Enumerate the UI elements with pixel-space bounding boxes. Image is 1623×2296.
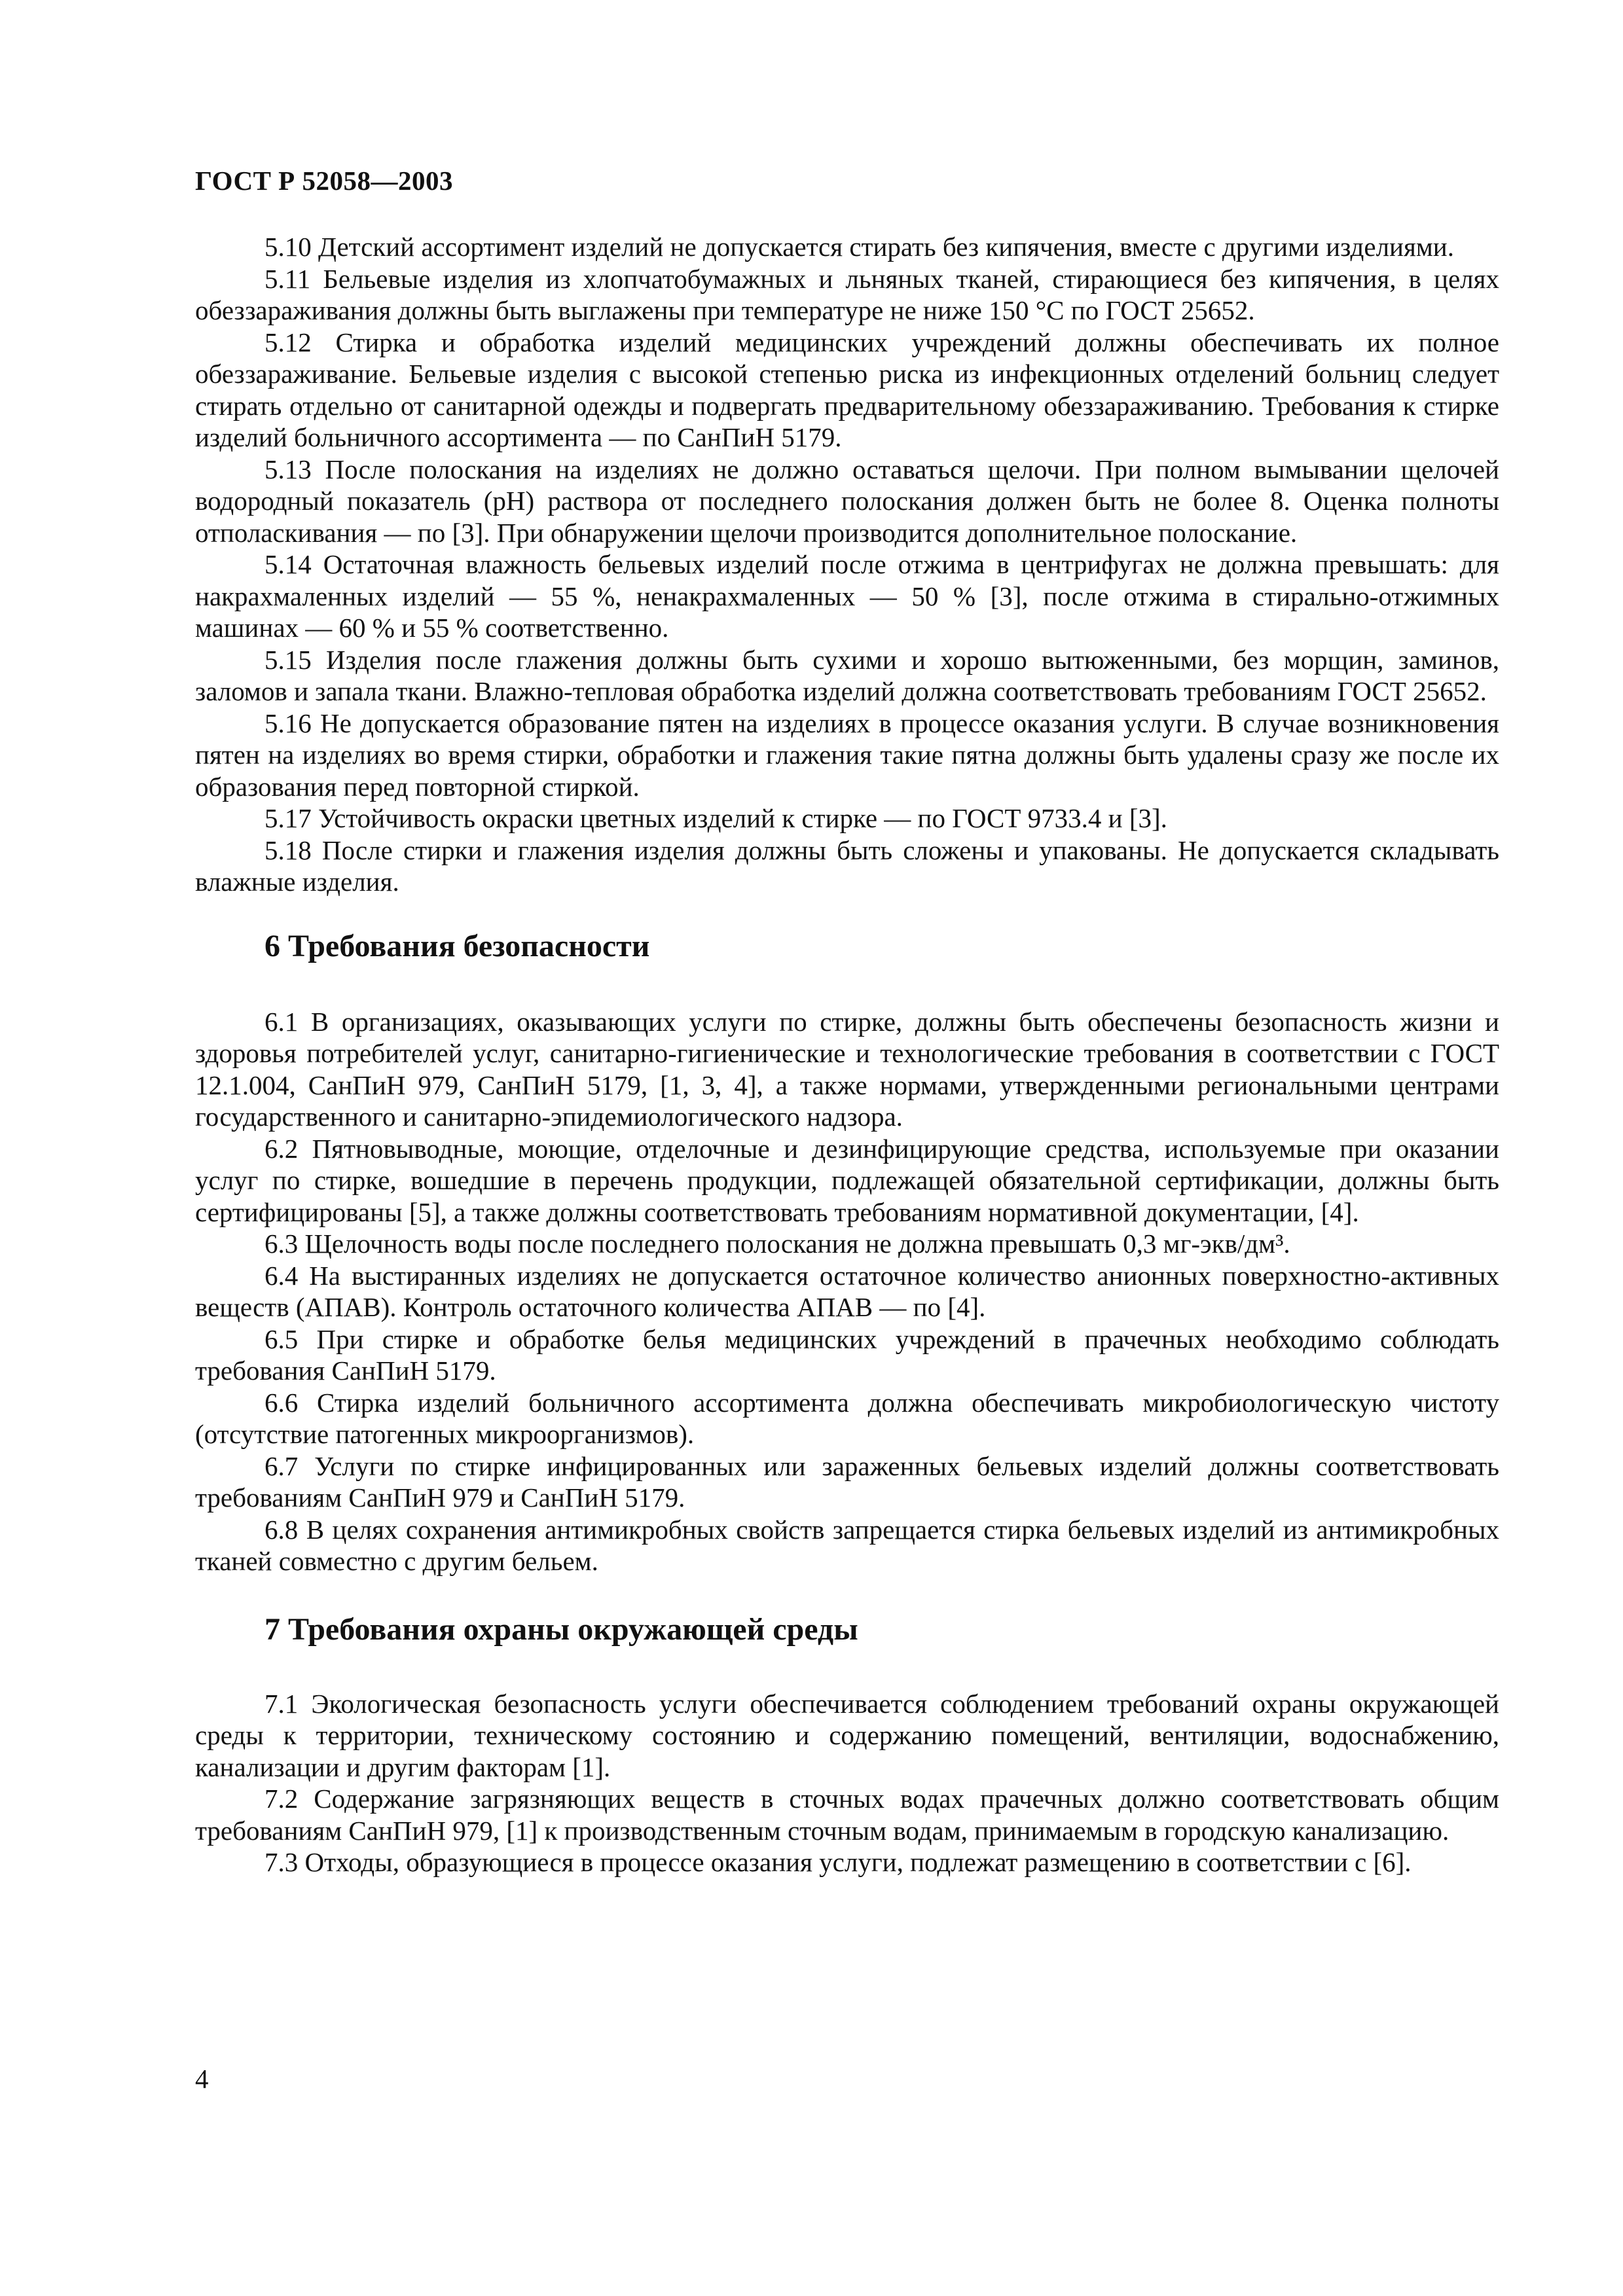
paragraph-5-16: 5.16 Не допускается образование пятен на изделиях в процессе оказания услуги. В случае возникновения пятен на изделиях во время стирки, обработки и глажения такие пятна должны быть удалены сразу же после их образования перед повторной стиркой. (195, 708, 1499, 802)
section-7-heading: 7 Требования охраны окружающей среды (264, 1611, 858, 1647)
paragraph-7-1: 7.1 Экологическая безопасность услуги обеспечивается соблюдением требований охраны окружающей среды к территории, техническому состоянию и содержанию помещений, вентиляции, водоснабжению, канализации и другим факторам [1]. (195, 1688, 1499, 1782)
paragraph-6-8: 6.8 В целях сохранения антимикробных свойств запрещается стирка бельевых изделий из антимикробных тканей совместно с другим бельем. (195, 1514, 1499, 1576)
paragraph-7-3: 7.3 Отходы, образующиеся в процессе оказания услуги, подлежат размещению в соответствии с [6]. (264, 1847, 1412, 1877)
section-6-safety (195, 1006, 1499, 1577)
paragraph-5-11: 5.11 Бельевые изделия из хлопчатобумажных и льняных тканей, стирающиеся без кипячения, в целях обеззараживания должны быть выглажены при температуре не ниже 150 °С по ГОСТ 25652. (195, 263, 1499, 325)
paragraph-7-2: 7.2 Содержание загрязняющих веществ в сточных водах прачечных должно соответствовать общим требованиям СанПиН 979, [1] к производственным сточным водам, принимаемым в городскую канализацию. (195, 1784, 1499, 1846)
section-7-environment (195, 1688, 1499, 1878)
page-content (195, 231, 1499, 1878)
section-6-heading: 6 Требования безопасности (264, 928, 650, 963)
paragraph-6-6: 6.6 Стирка изделий больничного ассортимента должна обеспечивать микробиологическую чистоту (отсутствие патогенных микроорганизмов). (195, 1387, 1499, 1449)
paragraph-5-14: 5.14 Остаточная влажность бельевых изделий после отжима в центрифугах не должна превышать: для накрахмаленных изделий — 55 %, ненакрахмаленных — 50 % [3], после отжима в стирально-отжимных машинах — 60 % и 55 % соответственно. (195, 549, 1499, 643)
paragraph-5-15: 5.15 Изделия после глажения должны быть сухими и хорошо вытюженными, без морщин, заминов, заломов и запала ткани. Влажно-тепловая обработка изделий должна соответствовать требованиям ГОСТ 25652. (195, 644, 1499, 706)
paragraph-6-4: 6.4 На выстиранных изделиях не допускается остаточное количество анионных поверхностно-активных веществ (АПАВ). Контроль остаточного количества АПАВ — по [4]. (195, 1260, 1499, 1322)
paragraph-5-12: 5.12 Стирка и обработка изделий медицинских учреждений должны обеспечивать их полное обеззараживание. Бельевые изделия с высокой степенью риска из инфекционных отделений больниц следует стирать отдельно от санитарной одежды и подвергать предварительному обеззараживанию. Требования к стирке изделий больничного ассортимента — по СанПиН 5179. (195, 327, 1499, 452)
paragraph-6-2: 6.2 Пятновыводные, моющие, отделочные и дезинфицирующие средства, используемые при оказании услуг по стирке, вошедшие в перечень продукции, подлежащей обязательной сертификации, должны быть сертифицированы [5], а также должны соответствовать требованиям нормативной документации, [4]. (195, 1133, 1499, 1227)
page-number: 4 (195, 2064, 209, 2094)
paragraph-6-1: 6.1 В организациях, оказывающих услуги по стирке, должны быть обеспечены безопасность жизни и здоровья потребителей услуг, санитарно-гигиенические и технологические требования в соответствии с ГОСТ 12.1.004, СанПиН 979, СанПиН 5179, [1, 3, 4], а также нормами, утвержденными региональными центрами государственного и санитарно-эпидемиологического надзора. (195, 1006, 1499, 1132)
section-5-requirements (195, 231, 1499, 898)
paragraph-5-10: 5.10 Детский ассортимент изделий не допускается стирать без кипячения, вместе с другими изделиями. (264, 232, 1454, 262)
paragraph-5-13: 5.13 После полоскания на изделиях не должно оставаться щелочи. При полном вымывании щелочей водородный показатель (pH) раствора от последнего полоскания должен быть не более 8. Оценка полноты отполаскивания — по [3]. При обнаружении щелочи производится дополнительное полоскание. (195, 454, 1499, 548)
paragraph-5-18: 5.18 После стирки и глажения изделия должны быть сложены и упакованы. Не допускается складывать влажные изделия. (195, 834, 1499, 897)
document-code-header: ГОСТ Р 52058—2003 (195, 166, 453, 196)
paragraph-5-17: 5.17 Устойчивость окраски цветных изделий к стирке — по ГОСТ 9733.4 и [3]. (264, 803, 1167, 833)
paragraph-6-3: 6.3 Щелочность воды после последнего полоскания не должна превышать 0,3 мг-экв/дм³. (264, 1229, 1290, 1259)
paragraph-6-5: 6.5 При стирке и обработке белья медицинских учреждений в прачечных необходимо соблюдать требования СанПиН 5179. (195, 1323, 1499, 1386)
paragraph-6-7: 6.7 Услуги по стирке инфицированных или зараженных бельевых изделий должны соответствовать требованиям СанПиН 979 и СанПиН 5179. (195, 1450, 1499, 1513)
